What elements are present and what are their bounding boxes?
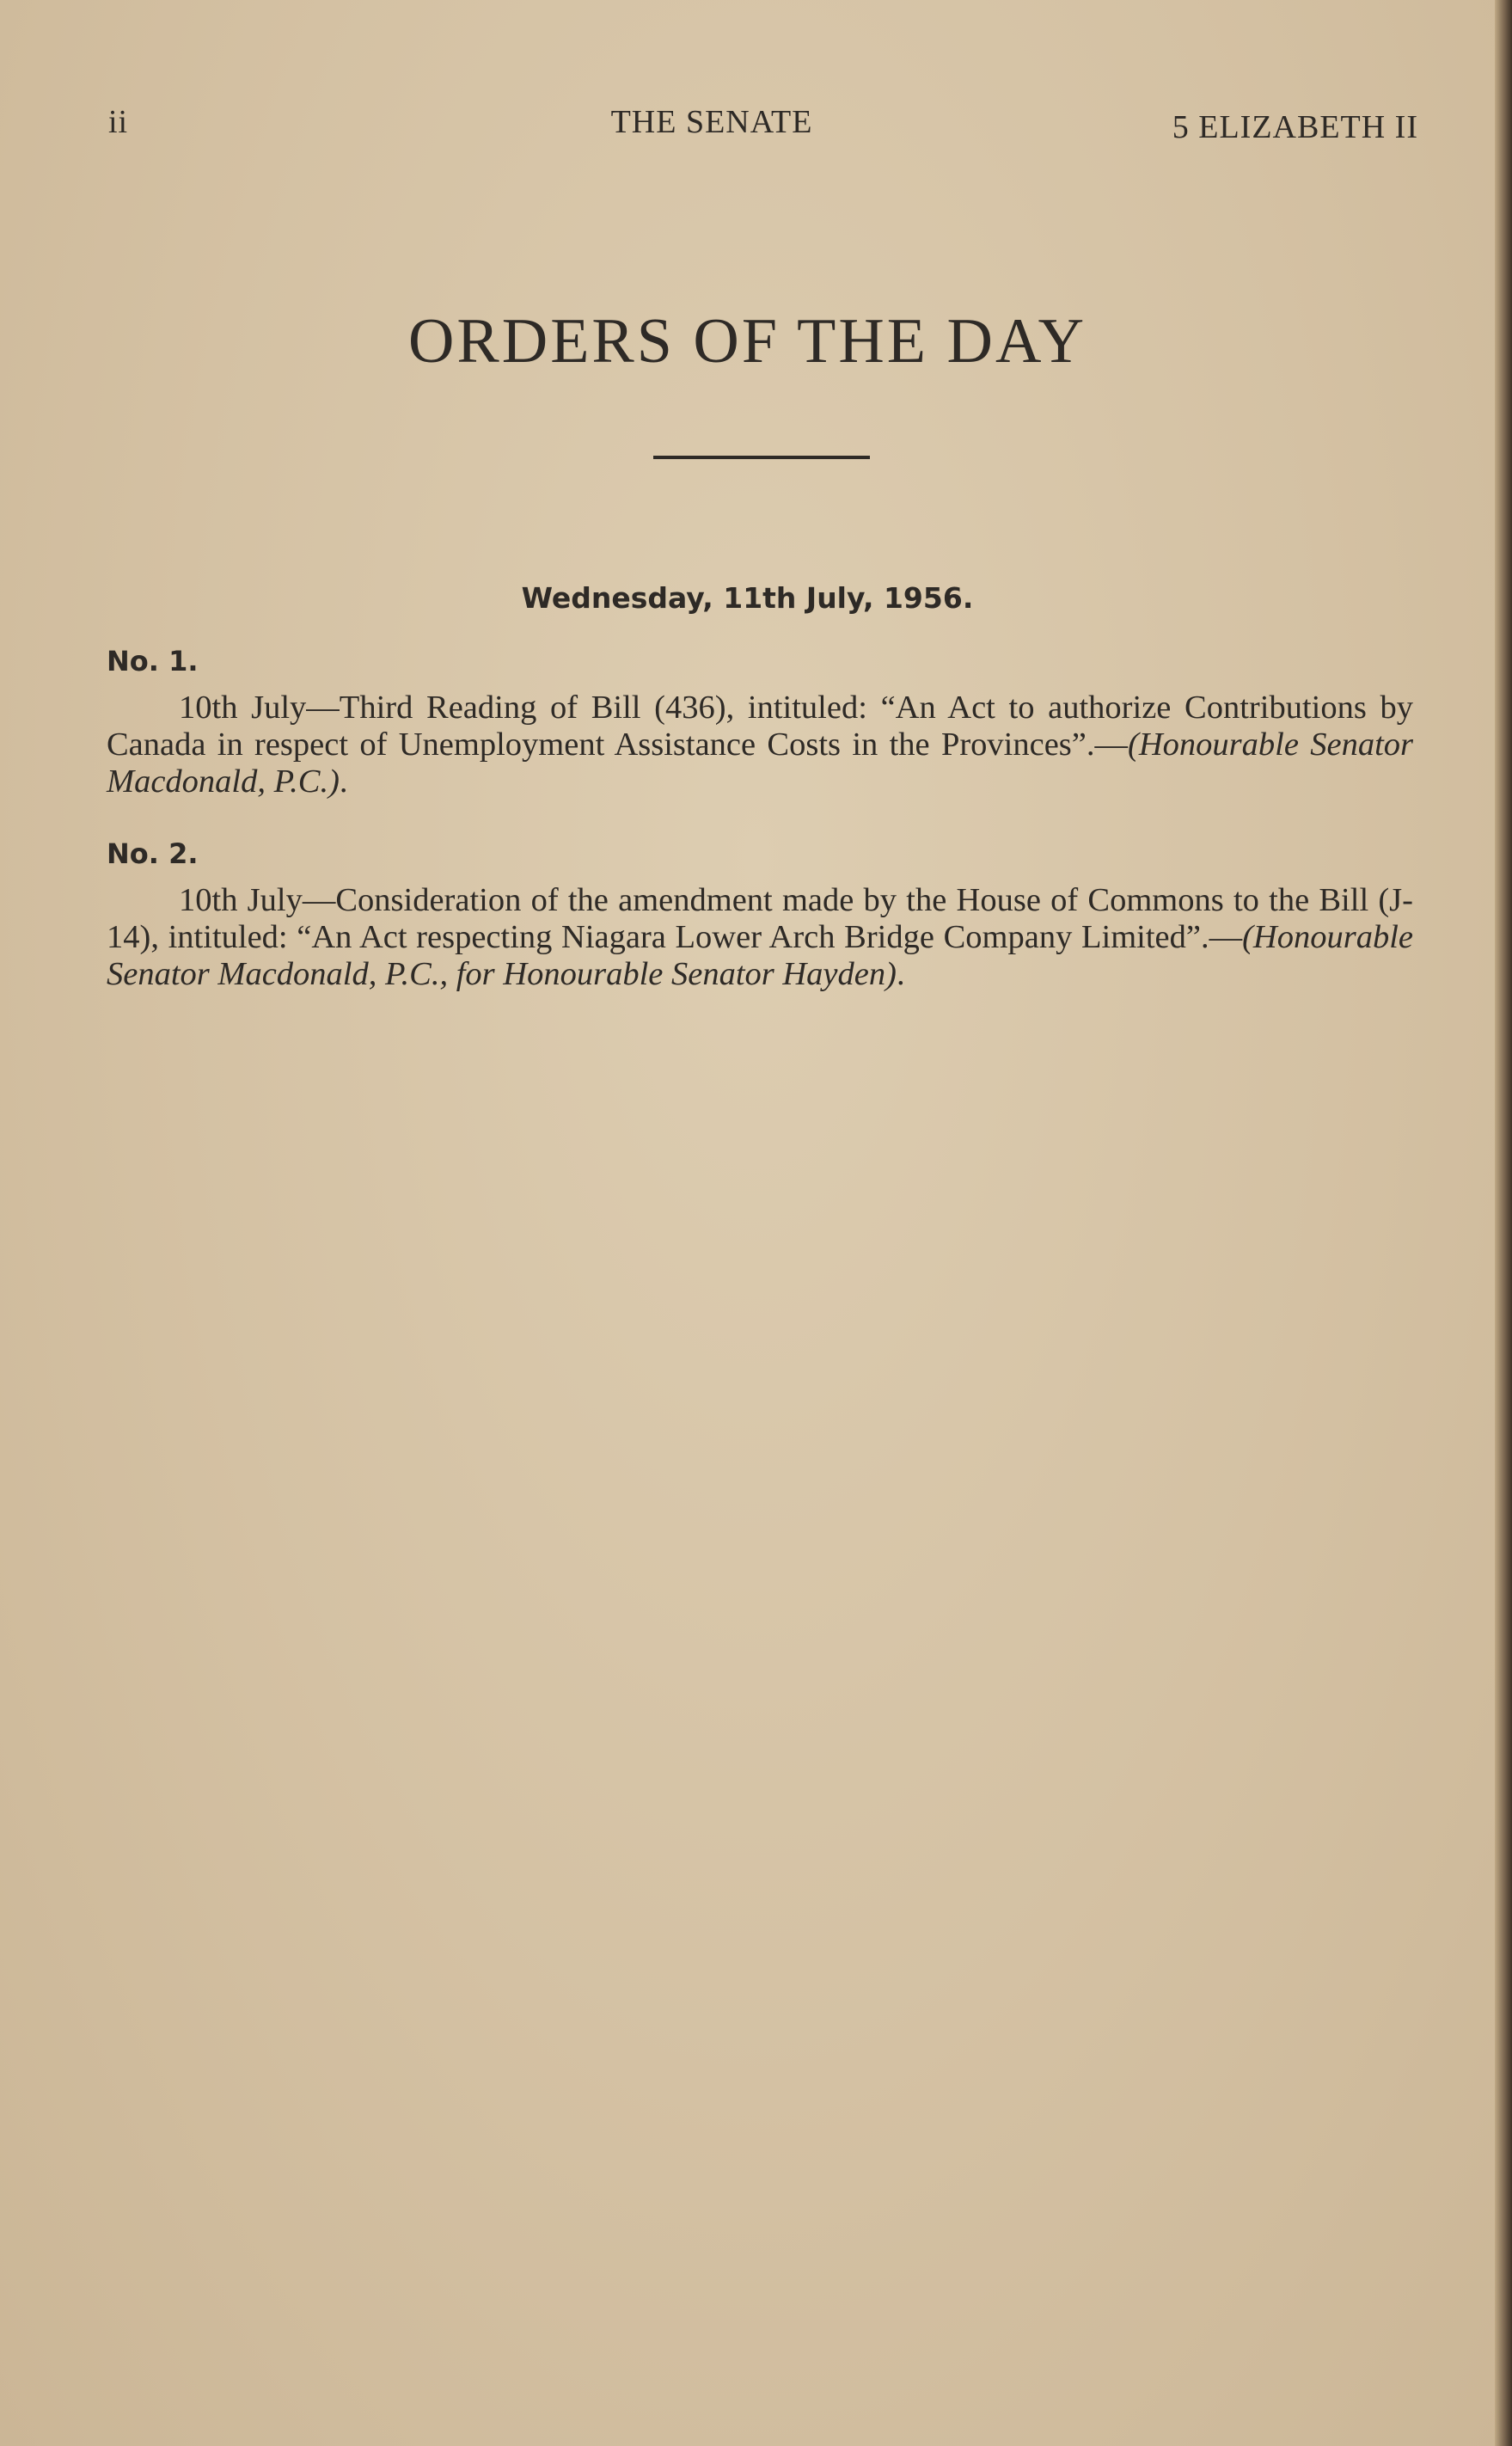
order-attribution: (Honourable Senator Macdonald, P.C., for Honourable Senator Hayden): [107, 919, 1413, 992]
page-title: ORDERS OF THE DAY: [407, 306, 1087, 377]
order-text: [107, 882, 1413, 993]
order-item-1: [107, 645, 1413, 800]
order-number: No. 1.: [107, 645, 199, 677]
page-binding-edge: [1495, 0, 1512, 2446]
order-text: [107, 690, 1413, 800]
order-attribution: (Honourable Senator Macdonald, P.C.): [107, 726, 1413, 800]
order-item-2: [107, 837, 1413, 993]
page-number: ii: [108, 104, 129, 140]
order-body: 10th July—Third Reading of Bill (436), intituled: “An Act to authorize Contributions by Canada in respect of Unemployment Assistance Costs in the Provinces”.—: [107, 690, 1413, 763]
running-header: [108, 103, 1418, 146]
title-divider: [653, 456, 870, 459]
regnal-year: 5 ELIZABETH II: [1172, 109, 1418, 145]
order-closing: .: [896, 956, 905, 992]
order-number: No. 2.: [107, 837, 199, 870]
sitting-date: Wednesday, 11th July, 1956.: [521, 581, 974, 615]
order-closing: .: [339, 763, 348, 800]
order-body: 10th July—Consideration of the amendment made by the House of Commons to the Bill (J-14), intituled: “An Act respecting Niagara Lower Arch Bridge Company Limited”.—: [107, 882, 1413, 955]
running-title: THE SENATE: [610, 104, 813, 140]
